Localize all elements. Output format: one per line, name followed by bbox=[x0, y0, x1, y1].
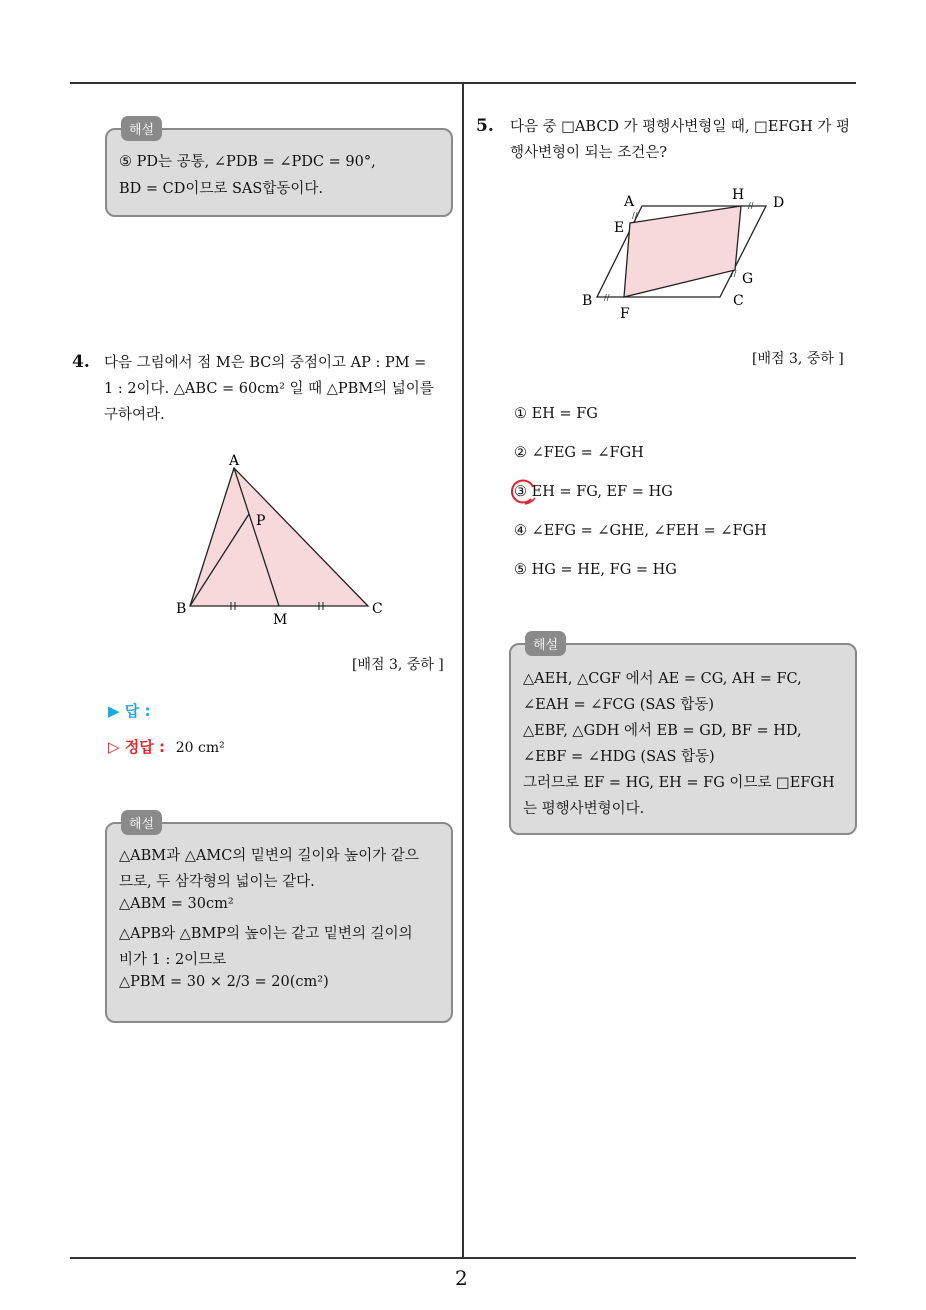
q5-text-line: 다음 중 □ABCD 가 평행사변형일 때, □EFGH 가 평 bbox=[510, 119, 850, 135]
point-label-D: D bbox=[773, 195, 785, 211]
explanation-line: △AEH, △CGF 에서 AE = CG, AH = FC, bbox=[523, 671, 802, 687]
point-label-B: B bbox=[582, 293, 593, 309]
point-label-B: B bbox=[176, 601, 187, 617]
explanation-line: 므로, 두 삼각형의 넓이는 같다. bbox=[119, 874, 315, 890]
q4-score: [배점 3, 중하 ] bbox=[352, 657, 444, 673]
selected-answer-circle-icon bbox=[507, 477, 537, 507]
q4-text-line: 1 : 2이다. △ABC = 60cm² 일 때 △PBM의 넓이를 bbox=[104, 381, 434, 397]
explanation-line: ∠EAH = ∠FCG (SAS 합동) bbox=[523, 697, 714, 713]
svg-text://: // bbox=[748, 201, 754, 210]
explanation-tag: 해설 bbox=[525, 631, 566, 656]
explanation-line: △ABM과 △AMC의 밑변의 길이와 높이가 같으 bbox=[119, 848, 419, 864]
q5-option-2[interactable]: ② ∠FEG = ∠FGH bbox=[514, 445, 644, 461]
q4-text-line: 다음 그림에서 점 M은 BC의 중점이고 AP : PM = bbox=[104, 355, 427, 371]
point-label-F: F bbox=[620, 306, 630, 322]
q5-explanation-box bbox=[509, 638, 857, 835]
explanation-line: △APB와 △BMP의 높이는 같고 밑변의 길이의 bbox=[119, 926, 413, 942]
explanation-line: △ABM = 30cm² bbox=[119, 896, 234, 912]
point-label-H: H bbox=[732, 187, 745, 203]
page-number: 2 bbox=[455, 1266, 468, 1290]
explanation-tag: 해설 bbox=[121, 810, 162, 835]
explanation-line: 비가 1 : 2이므로 bbox=[119, 952, 227, 968]
correct-value: 20 cm² bbox=[175, 740, 225, 756]
explanation-line: ∠EBF = ∠HDG (SAS 합동) bbox=[523, 749, 715, 765]
q5-option-3[interactable]: ③ EH = FG, EF = HG bbox=[514, 484, 673, 500]
q5-number: 5. bbox=[476, 116, 494, 136]
point-label-A: A bbox=[229, 453, 240, 469]
explanation-tag: 해설 bbox=[121, 116, 162, 141]
q5-score: [배점 3, 중하 ] bbox=[752, 351, 844, 367]
point-label-C: C bbox=[733, 293, 744, 309]
point-label-P: P bbox=[256, 513, 266, 529]
svg-text://: // bbox=[731, 269, 737, 278]
q5-option-5[interactable]: ⑤ HG = HE, FG = HG bbox=[514, 562, 677, 578]
answer-label: ▶ 답 : bbox=[108, 702, 151, 720]
q5-option-1[interactable]: ① EH = FG bbox=[514, 406, 598, 422]
explanation-line: ⑤ PD는 공통, ∠PDB = ∠PDC = 90°, bbox=[119, 154, 376, 170]
point-label-A: A bbox=[624, 194, 635, 210]
q5-text-line: 행사변형이 되는 조건은? bbox=[510, 145, 668, 161]
explanation-line: △EBF, △GDH 에서 EB = GD, BF = HD, bbox=[523, 723, 802, 739]
explanation-line: △PBM = 30 × 2/3 = 20(cm²) bbox=[119, 974, 329, 990]
explanation-line: 그러므로 EF = HG, EH = FG 이므로 □EFGH bbox=[523, 775, 835, 791]
svg-text://: // bbox=[632, 211, 638, 220]
q5-option-4[interactable]: ④ ∠EFG = ∠GHE, ∠FEH = ∠FGH bbox=[514, 523, 767, 539]
point-label-M: M bbox=[273, 612, 288, 628]
point-label-E: E bbox=[614, 220, 625, 236]
explanation-line: BD = CD이므로 SAS합동이다. bbox=[119, 181, 323, 197]
explanation-line: 는 평행사변형이다. bbox=[523, 801, 645, 817]
svg-text://: // bbox=[604, 293, 610, 302]
point-label-G: G bbox=[742, 271, 754, 287]
correct-label: ▷ 정답 : bbox=[108, 738, 165, 756]
q4-text-line: 구하여라. bbox=[104, 407, 165, 423]
q4-number: 4. bbox=[72, 352, 90, 372]
point-label-C: C bbox=[372, 601, 383, 617]
